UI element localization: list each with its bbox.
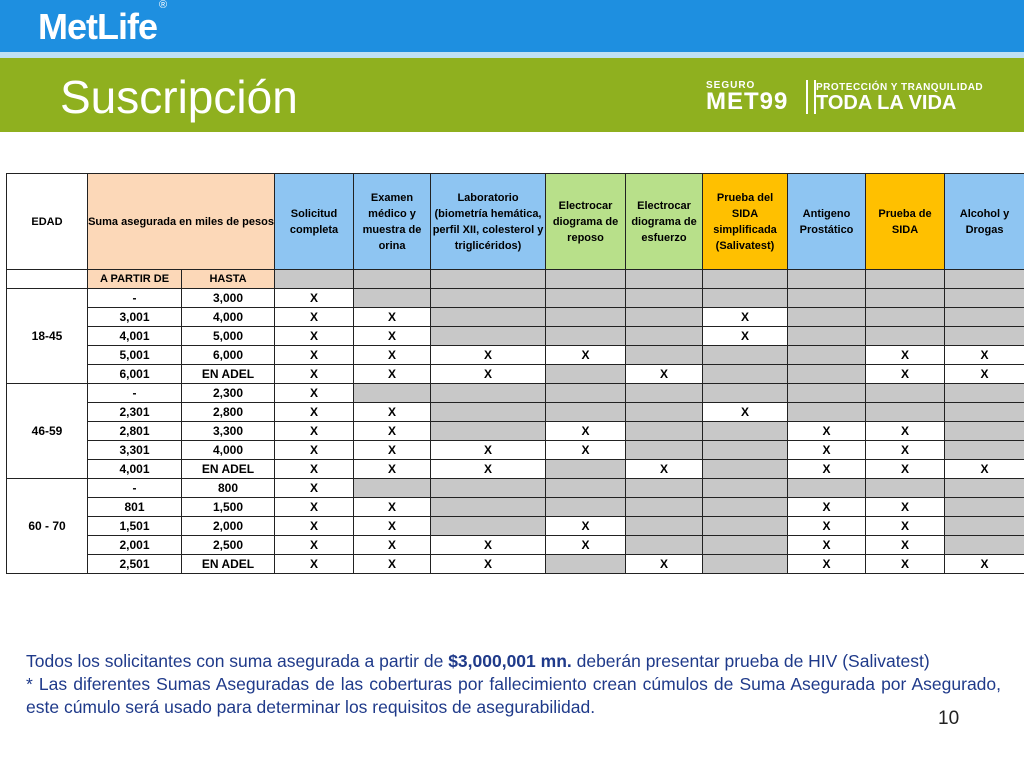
desde-cell: -	[88, 384, 182, 403]
table-row	[7, 479, 1024, 498]
requirement-cell	[626, 327, 703, 346]
age-group-cell: 46-59	[7, 384, 88, 479]
requirement-cell	[945, 441, 1024, 460]
table-row	[7, 555, 1024, 574]
requirement-cell	[703, 536, 788, 555]
requirement-cell	[945, 536, 1024, 555]
requirement-cell: X	[703, 327, 788, 346]
requirement-cell: X	[354, 441, 431, 460]
requirement-cell: X	[354, 460, 431, 479]
header-blue-bar	[0, 0, 1024, 52]
underwriting-table	[6, 173, 1024, 574]
header-suma: Suma asegurada en miles de pesos	[88, 174, 275, 270]
table-row	[7, 327, 1024, 346]
requirement-cell	[945, 517, 1024, 536]
requirement-cell: X	[788, 441, 866, 460]
requirement-cell: X	[626, 555, 703, 574]
requirement-cell: X	[275, 498, 354, 517]
footnote-line2: * Las diferentes Sumas Aseguradas de las coberturas por fallecimiento crean cúmulos de Suma Asegurada por Asegurado, este cúmulo será usado para determinar los requisitos de asegurabilidad.	[26, 674, 1001, 717]
table-row	[7, 517, 1024, 536]
desde-cell: 4,001	[88, 460, 182, 479]
requirement-cell: X	[866, 555, 945, 574]
requirement-cell: X	[788, 517, 866, 536]
requirement-cell: X	[788, 536, 866, 555]
brand-seguro: SEGURO	[706, 80, 756, 91]
requirement-cell	[431, 517, 546, 536]
requirement-cell	[788, 327, 866, 346]
requirement-cell	[626, 517, 703, 536]
requirement-cell: X	[354, 346, 431, 365]
requirement-cell: X	[275, 289, 354, 308]
hasta-cell: 5,000	[182, 327, 275, 346]
requirement-cell	[431, 422, 546, 441]
requirement-cell	[945, 289, 1024, 308]
desde-cell: 2,501	[88, 555, 182, 574]
requirement-cell	[866, 289, 945, 308]
requirement-cell: X	[431, 346, 546, 365]
brand-tagline-top: PROTECCIÓN Y TRANQUILIDAD	[816, 82, 984, 93]
requirement-cell: X	[546, 517, 626, 536]
requirement-cell: X	[275, 536, 354, 555]
requirement-cell: X	[275, 555, 354, 574]
requirement-cell: X	[275, 327, 354, 346]
requirement-cell: X	[546, 441, 626, 460]
requirement-cell	[626, 384, 703, 403]
requirement-cell	[626, 289, 703, 308]
requirement-cell	[945, 422, 1024, 441]
requirement-cell: X	[354, 536, 431, 555]
requirement-cell	[788, 289, 866, 308]
table-row	[7, 384, 1024, 403]
requirement-cell	[354, 479, 431, 498]
logo-registered-mark: ®	[159, 0, 167, 11]
requirement-cell: X	[354, 327, 431, 346]
requirement-cell	[866, 308, 945, 327]
requirement-cell: X	[866, 498, 945, 517]
requirement-cell: X	[431, 536, 546, 555]
requirement-cell	[354, 289, 431, 308]
requirement-cell	[703, 555, 788, 574]
requirement-cell: X	[546, 346, 626, 365]
requirement-cell: X	[275, 403, 354, 422]
requirement-cell	[788, 479, 866, 498]
desde-cell: 1,501	[88, 517, 182, 536]
requirement-cell: X	[703, 403, 788, 422]
requirement-cell	[788, 346, 866, 365]
requirement-cell	[546, 365, 626, 384]
hasta-cell: EN ADEL	[182, 460, 275, 479]
header-examen: Examen médico y muestra de orina	[354, 174, 431, 270]
requirement-cell	[788, 365, 866, 384]
brand-divider	[806, 80, 816, 114]
page-number: 10	[938, 708, 960, 729]
table-row	[7, 460, 1024, 479]
subheader-desde: A PARTIR DE	[88, 270, 182, 289]
requirement-cell	[546, 327, 626, 346]
table-row	[7, 498, 1024, 517]
footnote-line1-pre: Todos los solicitantes con suma asegurada a partir de	[26, 651, 449, 671]
desde-cell: -	[88, 289, 182, 308]
requirement-cell: X	[866, 460, 945, 479]
requirement-cell: X	[788, 422, 866, 441]
requirement-cell: X	[275, 308, 354, 327]
table-row	[7, 308, 1024, 327]
desde-cell: 2,001	[88, 536, 182, 555]
requirement-cell: X	[546, 422, 626, 441]
requirement-cell: X	[866, 517, 945, 536]
requirement-cell: X	[945, 460, 1024, 479]
requirement-cell: X	[945, 365, 1024, 384]
requirement-cell	[546, 403, 626, 422]
requirement-cell	[866, 327, 945, 346]
requirement-cell	[546, 308, 626, 327]
requirement-cell: X	[866, 441, 945, 460]
requirement-cell	[703, 346, 788, 365]
requirement-cell	[945, 403, 1024, 422]
desde-cell: -	[88, 479, 182, 498]
requirement-cell: X	[275, 365, 354, 384]
desde-cell: 3,301	[88, 441, 182, 460]
hasta-cell: 4,000	[182, 441, 275, 460]
requirement-cell	[703, 517, 788, 536]
header-laboratorio: Laboratorio (biometría hemática, perfil XII, colesterol y triglicéridos)	[431, 174, 546, 270]
requirement-cell	[431, 327, 546, 346]
requirement-cell	[788, 384, 866, 403]
hasta-cell: 3,300	[182, 422, 275, 441]
header-edad: EDAD	[7, 174, 88, 270]
requirement-cell	[703, 479, 788, 498]
header-antigeno: Antigeno Prostático	[788, 174, 866, 270]
requirement-cell: X	[626, 365, 703, 384]
requirement-cell	[866, 479, 945, 498]
requirement-cell	[945, 308, 1024, 327]
requirement-cell	[866, 403, 945, 422]
requirement-cell	[546, 498, 626, 517]
requirement-cell	[546, 289, 626, 308]
requirement-cell	[703, 422, 788, 441]
hasta-cell: EN ADEL	[182, 555, 275, 574]
requirement-cell	[431, 479, 546, 498]
desde-cell: 6,001	[88, 365, 182, 384]
hasta-cell: 6,000	[182, 346, 275, 365]
requirement-cell: X	[275, 517, 354, 536]
table-row	[7, 536, 1024, 555]
hasta-cell: 2,000	[182, 517, 275, 536]
requirement-cell	[546, 460, 626, 479]
requirement-cell	[945, 384, 1024, 403]
age-group-cell: 18-45	[7, 289, 88, 384]
header-solicitud: Solicitud completa	[275, 174, 354, 270]
footnote-line1-bold: $3,000,001 mn.	[448, 651, 572, 671]
requirement-cell	[788, 308, 866, 327]
requirement-cell: X	[275, 422, 354, 441]
header-alcohol: Alcohol y Drogas	[945, 174, 1024, 270]
requirement-cell: X	[866, 422, 945, 441]
footnote-line1-post: deberán presentar prueba de HIV (Salivatest)	[571, 651, 930, 671]
page-title: Suscripción	[60, 71, 298, 123]
hasta-cell: 2,500	[182, 536, 275, 555]
requirement-cell	[546, 555, 626, 574]
requirement-cell	[626, 536, 703, 555]
table-row	[7, 365, 1024, 384]
requirement-cell	[945, 327, 1024, 346]
requirement-cell: X	[275, 346, 354, 365]
requirement-cell	[626, 346, 703, 365]
hasta-cell: 2,300	[182, 384, 275, 403]
subheader-hasta: HASTA	[182, 270, 275, 289]
requirement-cell: X	[354, 308, 431, 327]
hasta-cell: 2,800	[182, 403, 275, 422]
hasta-cell: 4,000	[182, 308, 275, 327]
header-prueba-sida-simplificada: Prueba del SIDA simplificada (Salivatest)	[703, 174, 788, 270]
requirement-cell: X	[275, 384, 354, 403]
requirement-cell	[431, 289, 546, 308]
header-electro-reposo: Electrocar diograma de reposo	[546, 174, 626, 270]
hasta-cell: 800	[182, 479, 275, 498]
requirement-cell	[626, 308, 703, 327]
requirement-cell	[866, 384, 945, 403]
header-electro-esfuerzo: Electrocar diograma de esfuerzo	[626, 174, 703, 270]
desde-cell: 2,801	[88, 422, 182, 441]
requirement-cell	[431, 498, 546, 517]
requirement-cell	[546, 479, 626, 498]
desde-cell: 3,001	[88, 308, 182, 327]
brand-tagline-main: TODA LA VIDA	[816, 92, 957, 114]
requirement-cell: X	[945, 555, 1024, 574]
requirement-cell	[626, 498, 703, 517]
requirement-cell	[354, 384, 431, 403]
requirement-cell: X	[354, 555, 431, 574]
requirement-cell: X	[546, 536, 626, 555]
requirement-cell	[945, 498, 1024, 517]
requirement-cell	[703, 441, 788, 460]
age-group-cell: 60 - 70	[7, 479, 88, 574]
requirement-cell	[431, 384, 546, 403]
requirement-cell	[626, 403, 703, 422]
requirement-cell: X	[275, 460, 354, 479]
requirement-cell	[703, 460, 788, 479]
requirement-cell	[626, 422, 703, 441]
requirement-cell: X	[354, 403, 431, 422]
requirement-cell: X	[703, 308, 788, 327]
requirement-cell	[703, 289, 788, 308]
hasta-cell: 1,500	[182, 498, 275, 517]
requirement-cell: X	[626, 460, 703, 479]
requirement-cell	[546, 384, 626, 403]
desde-cell: 4,001	[88, 327, 182, 346]
requirement-cell	[626, 441, 703, 460]
requirement-cell: X	[788, 555, 866, 574]
table-body	[7, 289, 1024, 574]
requirement-cell: X	[431, 460, 546, 479]
requirement-cell: X	[945, 346, 1024, 365]
requirement-cell	[626, 479, 703, 498]
metlife-logo	[38, 0, 167, 48]
table-subheader-row	[7, 270, 1024, 289]
desde-cell: 5,001	[88, 346, 182, 365]
requirement-cell: X	[354, 365, 431, 384]
requirement-cell: X	[866, 346, 945, 365]
desde-cell: 801	[88, 498, 182, 517]
hasta-cell: EN ADEL	[182, 365, 275, 384]
requirement-cell	[703, 498, 788, 517]
requirement-cell: X	[354, 517, 431, 536]
table-header-row	[7, 174, 1024, 270]
logo-text: MetLife	[38, 6, 157, 47]
brand-met99: MET99	[706, 88, 789, 115]
requirement-cell: X	[788, 498, 866, 517]
header-prueba-sida: Prueba de SIDA	[866, 174, 945, 270]
requirement-cell: X	[431, 365, 546, 384]
table-row	[7, 403, 1024, 422]
table-row	[7, 441, 1024, 460]
requirement-cell: X	[866, 365, 945, 384]
requirement-cell: X	[431, 441, 546, 460]
requirement-cell	[431, 403, 546, 422]
requirement-cell: X	[354, 422, 431, 441]
requirement-cell: X	[275, 441, 354, 460]
hasta-cell: 3,000	[182, 289, 275, 308]
requirement-cell	[703, 365, 788, 384]
requirement-cell: X	[431, 555, 546, 574]
requirement-cell: X	[354, 498, 431, 517]
requirement-cell: X	[788, 460, 866, 479]
requirement-cell	[945, 479, 1024, 498]
table-row	[7, 346, 1024, 365]
table-row	[7, 289, 1024, 308]
desde-cell: 2,301	[88, 403, 182, 422]
requirement-cell: X	[275, 479, 354, 498]
footnote	[26, 650, 1001, 719]
requirement-cell	[431, 308, 546, 327]
requirement-cell	[703, 384, 788, 403]
requirement-cell: X	[866, 536, 945, 555]
table-row	[7, 422, 1024, 441]
requirement-cell	[788, 403, 866, 422]
